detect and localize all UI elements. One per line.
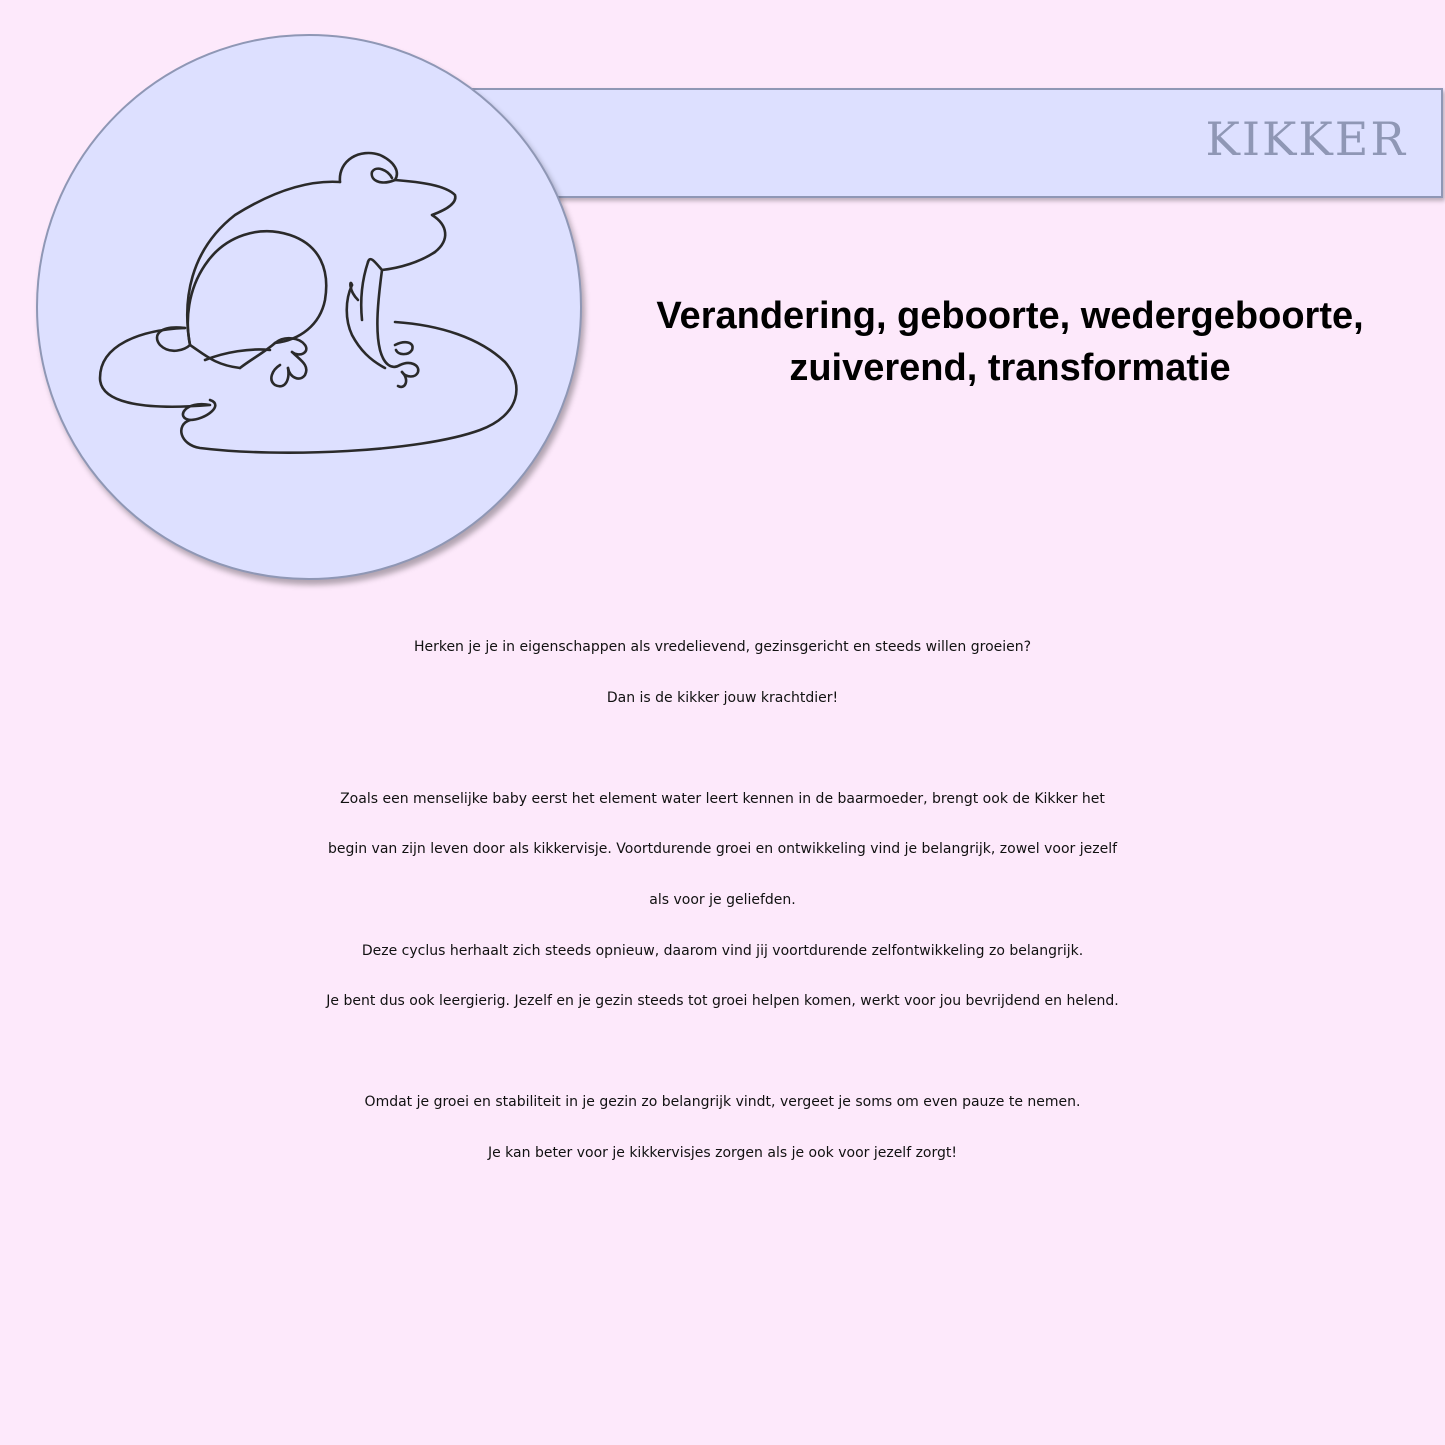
paragraph-gap [0, 723, 1445, 774]
body-text [0, 622, 1445, 1179]
paragraph-2-line-3: als voor je geliefden. [649, 891, 796, 908]
paragraph-2-line-1: Zoals een menselijke baby eerst het element water leert kennen in de baarmoeder, brengt ook de Kikker het [340, 790, 1105, 807]
paragraph-1-line-1: Herken je je in eigenschappen als vredelievend, gezinsgericht en steeds willen groeien? [413, 639, 1032, 655]
subtitle [600, 290, 1420, 394]
paragraph-3-line-2: Je kan beter voor je kikkervisjes zorgen als je ook voor jezelf zorgt! [487, 1144, 957, 1161]
paragraph-2-line-2: begin van zijn leven door als kikkervisje. Voortdurende groei en ontwikkeling vind je belangrijk, zowel voor jezelf [327, 841, 1118, 858]
subtitle-line-1: Verandering, geboorte, wedergeboorte, [656, 295, 1364, 337]
paragraph-1-line-2: Dan is de kikker jouw krachtdier! [606, 689, 839, 706]
paragraph-3-line-1: Omdat je groei en stabiliteit in je gezin zo belangrijk vindt, vergeet je soms om even pauze te nemen. [364, 1094, 1081, 1111]
paragraph-2-line-4: Deze cyclus herhaalt zich steeds opnieuw, daarom vind jij voortdurende zelfontwikkeling zo belangrijk. [361, 942, 1084, 959]
paragraph-2-line-5: Je bent dus ook leergierig. Jezelf en je gezin steeds tot groei helpen komen, werkt voor jou bevrijdend en helend. [326, 993, 1119, 1010]
paragraph-gap [0, 1027, 1445, 1078]
subtitle-line-2: zuiverend, transformatie [789, 347, 1231, 389]
page-title: KIKKER [1205, 112, 1407, 166]
